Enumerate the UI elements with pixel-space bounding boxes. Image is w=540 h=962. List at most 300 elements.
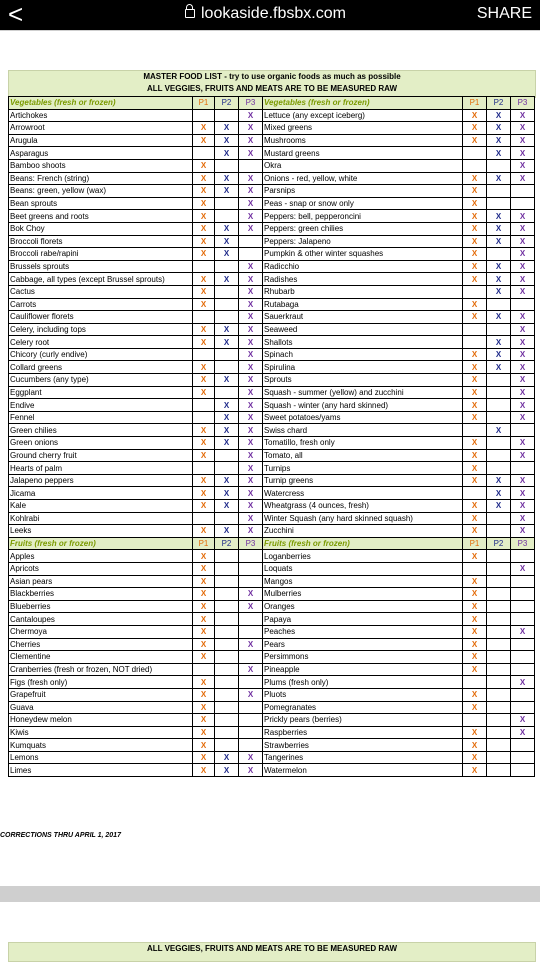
phase-2-mark: X bbox=[487, 500, 511, 513]
phase-3-mark bbox=[511, 651, 535, 664]
phase-1-mark: X bbox=[193, 525, 215, 538]
phase-1-mark: X bbox=[193, 197, 215, 210]
phase-3-mark: X bbox=[511, 726, 535, 739]
phase-3-mark: X bbox=[511, 361, 535, 374]
phase-3-mark: X bbox=[239, 764, 263, 777]
food-name-cell: Onions - red, yellow, white bbox=[263, 172, 463, 185]
phase-1-mark: X bbox=[463, 172, 487, 185]
phase-3-mark: X bbox=[511, 487, 535, 500]
phase-1-mark: X bbox=[193, 474, 215, 487]
phase-2-mark bbox=[487, 726, 511, 739]
phase-1-mark: X bbox=[193, 575, 215, 588]
phase-3-mark: X bbox=[511, 273, 535, 286]
phase-3-mark: X bbox=[239, 134, 263, 147]
phase-3-mark: X bbox=[239, 210, 263, 223]
food-name-cell: Pomegranates bbox=[263, 701, 463, 714]
phase-3-mark: X bbox=[511, 235, 535, 248]
lock-icon bbox=[185, 9, 195, 18]
phase-1-mark: X bbox=[463, 739, 487, 752]
phase-2-mark bbox=[215, 613, 239, 626]
phase-3-mark bbox=[511, 739, 535, 752]
phase-2-mark: X bbox=[487, 474, 511, 487]
phase-2-mark bbox=[487, 638, 511, 651]
phase-2-mark bbox=[487, 449, 511, 462]
phase-3-mark: X bbox=[511, 260, 535, 273]
phase-1-mark: X bbox=[193, 172, 215, 185]
phase-3-mark: X bbox=[511, 625, 535, 638]
phase-1-mark: X bbox=[463, 386, 487, 399]
phase-3-mark: X bbox=[511, 500, 535, 513]
phase-3-mark: X bbox=[511, 386, 535, 399]
phase-1-mark bbox=[463, 336, 487, 349]
food-name-cell: Ground cherry fruit bbox=[9, 449, 193, 462]
table-row bbox=[9, 159, 535, 172]
food-name-cell: Chermoya bbox=[9, 625, 193, 638]
food-name-cell: Bean sprouts bbox=[9, 197, 193, 210]
phase-1-mark: X bbox=[463, 260, 487, 273]
phase-1-mark bbox=[463, 285, 487, 298]
phase-2-mark: X bbox=[215, 474, 239, 487]
phase-3-mark bbox=[239, 625, 263, 638]
phase-1-mark: X bbox=[193, 638, 215, 651]
column-p1-header: P1 bbox=[463, 537, 487, 550]
phase-1-mark: X bbox=[193, 210, 215, 223]
phase-1-mark: X bbox=[193, 248, 215, 261]
phase-3-mark: X bbox=[239, 109, 263, 122]
phase-3-mark: X bbox=[239, 751, 263, 764]
phase-3-mark: X bbox=[239, 525, 263, 538]
food-name-cell: Loquats bbox=[263, 562, 463, 575]
phase-1-mark bbox=[463, 424, 487, 437]
phase-1-mark: X bbox=[463, 361, 487, 374]
phase-1-mark bbox=[193, 348, 215, 361]
phase-3-mark: X bbox=[511, 248, 535, 261]
table-row bbox=[9, 751, 535, 764]
phase-2-mark: X bbox=[487, 172, 511, 185]
phase-3-mark: X bbox=[239, 273, 263, 286]
phase-3-mark bbox=[511, 701, 535, 714]
phase-2-mark bbox=[215, 512, 239, 525]
food-name-cell: Beans: green, yellow (wax) bbox=[9, 185, 193, 198]
food-name-cell: Seaweed bbox=[263, 323, 463, 336]
phase-2-mark bbox=[487, 625, 511, 638]
table-row bbox=[9, 575, 535, 588]
phase-1-mark: X bbox=[463, 273, 487, 286]
food-name-cell: Blackberries bbox=[9, 588, 193, 601]
phase-1-mark bbox=[463, 562, 487, 575]
phase-1-mark: X bbox=[193, 751, 215, 764]
phase-1-mark: X bbox=[193, 285, 215, 298]
phase-1-mark: X bbox=[463, 764, 487, 777]
phase-1-mark bbox=[193, 399, 215, 412]
phase-3-mark bbox=[511, 185, 535, 198]
table-row bbox=[9, 399, 535, 412]
food-name-cell: Green onions bbox=[9, 437, 193, 450]
phase-2-mark bbox=[215, 462, 239, 475]
phase-1-mark: X bbox=[193, 651, 215, 664]
phase-2-mark bbox=[215, 726, 239, 739]
phase-2-mark bbox=[215, 285, 239, 298]
phase-2-mark: X bbox=[487, 210, 511, 223]
phase-3-mark: X bbox=[239, 374, 263, 387]
food-name-cell: Pears bbox=[263, 638, 463, 651]
phase-3-mark: X bbox=[239, 172, 263, 185]
phase-1-mark: X bbox=[193, 386, 215, 399]
food-name-cell: Swiss chard bbox=[263, 424, 463, 437]
column-p1-header: P1 bbox=[193, 537, 215, 550]
phase-1-mark: X bbox=[193, 688, 215, 701]
phase-1-mark: X bbox=[193, 159, 215, 172]
phase-2-mark: X bbox=[487, 285, 511, 298]
food-name-cell: Papaya bbox=[263, 613, 463, 626]
food-name-cell: Arugula bbox=[9, 134, 193, 147]
phase-1-mark: X bbox=[193, 222, 215, 235]
food-name-cell: Oranges bbox=[263, 600, 463, 613]
phase-1-mark: X bbox=[463, 298, 487, 311]
phase-2-mark: X bbox=[487, 273, 511, 286]
address-bar[interactable] bbox=[185, 5, 346, 23]
food-name-cell: Broccoli florets bbox=[9, 235, 193, 248]
food-name-cell: Turnips bbox=[263, 462, 463, 475]
phase-3-mark: X bbox=[239, 449, 263, 462]
phase-2-mark bbox=[215, 600, 239, 613]
phase-3-mark: X bbox=[511, 437, 535, 450]
phase-3-mark: X bbox=[239, 185, 263, 198]
food-name-cell: Honeydew melon bbox=[9, 714, 193, 727]
table-row bbox=[9, 600, 535, 613]
phase-2-mark: X bbox=[215, 248, 239, 261]
phase-1-mark bbox=[463, 323, 487, 336]
phase-2-mark: X bbox=[215, 222, 239, 235]
phase-2-mark: X bbox=[215, 185, 239, 198]
phase-2-mark: X bbox=[215, 147, 239, 160]
share-button[interactable]: SHARE bbox=[476, 5, 532, 22]
table-row bbox=[9, 676, 535, 689]
food-name-cell: Lemons bbox=[9, 751, 193, 764]
phase-2-mark bbox=[487, 688, 511, 701]
phase-3-mark bbox=[239, 701, 263, 714]
table-row bbox=[9, 122, 535, 135]
phase-2-mark: X bbox=[487, 424, 511, 437]
table-row bbox=[9, 147, 535, 160]
food-name-cell: Apples bbox=[9, 550, 193, 563]
phase-2-mark bbox=[487, 588, 511, 601]
phase-3-mark bbox=[511, 550, 535, 563]
phase-2-mark bbox=[487, 386, 511, 399]
phase-2-mark bbox=[487, 714, 511, 727]
food-name-cell: Artichokes bbox=[9, 109, 193, 122]
phase-2-mark bbox=[487, 575, 511, 588]
table-row bbox=[9, 235, 535, 248]
phase-1-mark: X bbox=[463, 525, 487, 538]
food-name-cell: Jicama bbox=[9, 487, 193, 500]
phase-1-mark: X bbox=[193, 323, 215, 336]
phase-2-mark bbox=[215, 651, 239, 664]
phase-2-mark: X bbox=[487, 311, 511, 324]
food-name-cell: Bamboo shoots bbox=[9, 159, 193, 172]
phase-1-mark: X bbox=[463, 348, 487, 361]
phase-1-mark: X bbox=[193, 600, 215, 613]
phase-2-mark bbox=[487, 550, 511, 563]
phase-3-mark bbox=[239, 562, 263, 575]
phase-3-mark bbox=[239, 575, 263, 588]
phase-3-mark bbox=[511, 751, 535, 764]
table-row bbox=[9, 651, 535, 664]
table-row bbox=[9, 336, 535, 349]
food-name-cell: Squash - winter (any hard skinned) bbox=[263, 399, 463, 412]
phase-3-mark: X bbox=[511, 449, 535, 462]
phase-3-mark bbox=[511, 462, 535, 475]
phase-2-mark: X bbox=[487, 122, 511, 135]
phase-1-mark bbox=[193, 260, 215, 273]
phase-2-mark bbox=[487, 562, 511, 575]
phase-2-mark: X bbox=[487, 235, 511, 248]
phase-1-mark: X bbox=[193, 764, 215, 777]
table-row bbox=[9, 525, 535, 538]
phase-2-mark bbox=[487, 676, 511, 689]
table-row bbox=[9, 185, 535, 198]
phase-2-mark bbox=[487, 197, 511, 210]
phase-1-mark: X bbox=[463, 134, 487, 147]
phase-1-mark bbox=[193, 512, 215, 525]
phase-2-mark bbox=[215, 348, 239, 361]
phase-3-mark: X bbox=[511, 210, 535, 223]
phase-1-mark: X bbox=[193, 424, 215, 437]
divider bbox=[0, 30, 540, 31]
food-name-cell: Pumpkin & other winter squashes bbox=[263, 248, 463, 261]
phase-2-mark bbox=[487, 185, 511, 198]
table-row bbox=[9, 512, 535, 525]
phase-1-mark: X bbox=[463, 701, 487, 714]
food-name-cell: Fennel bbox=[9, 411, 193, 424]
table-row bbox=[9, 386, 535, 399]
phase-3-mark: X bbox=[239, 386, 263, 399]
table-row bbox=[9, 663, 535, 676]
food-name-cell: Tangerines bbox=[263, 751, 463, 764]
phase-2-mark bbox=[487, 399, 511, 412]
phase-2-mark: X bbox=[215, 764, 239, 777]
phase-2-mark bbox=[215, 714, 239, 727]
phase-2-mark bbox=[215, 298, 239, 311]
table-row bbox=[9, 285, 535, 298]
phase-3-mark bbox=[239, 159, 263, 172]
phase-2-mark: X bbox=[215, 336, 239, 349]
phase-3-mark: X bbox=[239, 399, 263, 412]
phase-1-mark: X bbox=[463, 122, 487, 135]
food-name-cell: Pluots bbox=[263, 688, 463, 701]
phase-3-mark bbox=[511, 575, 535, 588]
phase-2-mark bbox=[487, 374, 511, 387]
food-name-cell: Mushrooms bbox=[263, 134, 463, 147]
phase-2-mark bbox=[487, 701, 511, 714]
food-name-cell: Prickly pears (berries) bbox=[263, 714, 463, 727]
phase-1-mark: X bbox=[463, 399, 487, 412]
phase-3-mark bbox=[511, 613, 535, 626]
table-row bbox=[9, 411, 535, 424]
table-row bbox=[9, 374, 535, 387]
phase-3-mark: X bbox=[511, 512, 535, 525]
food-name-cell: Figs (fresh only) bbox=[9, 676, 193, 689]
table-row bbox=[9, 701, 535, 714]
food-name-cell: Bok Choy bbox=[9, 222, 193, 235]
phase-3-mark bbox=[511, 663, 535, 676]
table-row bbox=[9, 714, 535, 727]
back-arrow-icon[interactable]: < bbox=[8, 0, 24, 29]
phase-3-mark: X bbox=[239, 424, 263, 437]
food-name-cell: Pineapple bbox=[263, 663, 463, 676]
table-row bbox=[9, 764, 535, 777]
food-name-cell: Grapefruit bbox=[9, 688, 193, 701]
phase-3-mark: X bbox=[239, 663, 263, 676]
column-p2-header: P2 bbox=[215, 97, 239, 110]
phase-2-mark bbox=[215, 562, 239, 575]
phase-1-mark bbox=[463, 676, 487, 689]
phase-3-mark bbox=[511, 688, 535, 701]
food-name-cell: Celery root bbox=[9, 336, 193, 349]
food-name-cell: Brussels sprouts bbox=[9, 260, 193, 273]
section-header-left: Fruits (fresh or frozen) bbox=[9, 537, 193, 550]
phase-3-mark: X bbox=[239, 600, 263, 613]
phase-2-mark: X bbox=[215, 500, 239, 513]
table-row bbox=[9, 172, 535, 185]
food-name-cell: Blueberries bbox=[9, 600, 193, 613]
phase-3-mark: X bbox=[511, 676, 535, 689]
table-row bbox=[9, 588, 535, 601]
phase-3-mark bbox=[511, 764, 535, 777]
phase-3-mark: X bbox=[239, 588, 263, 601]
phase-2-mark bbox=[215, 701, 239, 714]
food-name-cell: Mangos bbox=[263, 575, 463, 588]
food-name-cell: Cauliflower florets bbox=[9, 311, 193, 324]
column-p1-header: P1 bbox=[193, 97, 215, 110]
food-name-cell: Celery, including tops bbox=[9, 323, 193, 336]
food-name-cell: Tomato, all bbox=[263, 449, 463, 462]
phase-1-mark: X bbox=[193, 739, 215, 752]
food-name-cell: Radicchio bbox=[263, 260, 463, 273]
phase-3-mark: X bbox=[511, 122, 535, 135]
phase-2-mark bbox=[215, 550, 239, 563]
phase-2-mark: X bbox=[215, 411, 239, 424]
phase-2-mark bbox=[487, 600, 511, 613]
phase-2-mark: X bbox=[487, 222, 511, 235]
food-name-cell: Peas - snap or snow only bbox=[263, 197, 463, 210]
phase-1-mark: X bbox=[463, 449, 487, 462]
phase-1-mark: X bbox=[463, 751, 487, 764]
table-row bbox=[9, 613, 535, 626]
phase-1-mark: X bbox=[193, 714, 215, 727]
phase-3-mark: X bbox=[511, 348, 535, 361]
food-name-cell: Plums (fresh only) bbox=[263, 676, 463, 689]
phase-2-mark bbox=[215, 676, 239, 689]
food-name-cell: Beet greens and roots bbox=[9, 210, 193, 223]
phase-3-mark bbox=[239, 676, 263, 689]
phase-1-mark: X bbox=[193, 185, 215, 198]
phase-1-mark: X bbox=[193, 449, 215, 462]
food-list-table bbox=[8, 96, 535, 777]
phase-1-mark: X bbox=[463, 726, 487, 739]
phase-2-mark: X bbox=[215, 172, 239, 185]
phase-2-mark: X bbox=[215, 134, 239, 147]
phase-1-mark: X bbox=[193, 562, 215, 575]
phase-1-mark: X bbox=[463, 688, 487, 701]
section-header-left: Vegetables (fresh or frozen) bbox=[9, 97, 193, 110]
food-name-cell: Carrots bbox=[9, 298, 193, 311]
food-name-cell: Endive bbox=[9, 399, 193, 412]
phase-3-mark: X bbox=[511, 474, 535, 487]
column-p3-header: P3 bbox=[239, 97, 263, 110]
document-subtitle: ALL VEGGIES, FRUITS AND MEATS ARE TO BE MEASURED RAW bbox=[146, 84, 398, 93]
food-name-cell: Kale bbox=[9, 500, 193, 513]
food-name-cell: Winter Squash (any hard skinned squash) bbox=[263, 512, 463, 525]
phase-1-mark: X bbox=[463, 613, 487, 626]
phase-1-mark: X bbox=[193, 122, 215, 135]
food-name-cell: Cucumbers (any type) bbox=[9, 374, 193, 387]
food-name-cell: Strawberries bbox=[263, 739, 463, 752]
phase-2-mark: X bbox=[487, 348, 511, 361]
phase-1-mark: X bbox=[463, 512, 487, 525]
corrections-note: CORRECTIONS THRU APRIL 1, 2017 bbox=[0, 832, 121, 839]
phase-3-mark bbox=[239, 651, 263, 664]
column-p2-header: P2 bbox=[487, 537, 511, 550]
phase-3-mark: X bbox=[511, 323, 535, 336]
phase-3-mark: X bbox=[511, 311, 535, 324]
column-p3-header: P3 bbox=[239, 537, 263, 550]
phase-2-mark: X bbox=[215, 122, 239, 135]
phase-2-mark: X bbox=[215, 487, 239, 500]
phase-2-mark bbox=[215, 638, 239, 651]
food-name-cell: Sweet potatoes/yams bbox=[263, 411, 463, 424]
phase-2-mark: X bbox=[215, 374, 239, 387]
phase-2-mark bbox=[487, 298, 511, 311]
url-text: lookaside.fbsbx.com bbox=[201, 5, 346, 22]
phase-1-mark: X bbox=[463, 625, 487, 638]
food-name-cell: Jalapeno peppers bbox=[9, 474, 193, 487]
phase-1-mark bbox=[463, 159, 487, 172]
phase-1-mark: X bbox=[193, 625, 215, 638]
phase-1-mark: X bbox=[193, 336, 215, 349]
column-p2-header: P2 bbox=[215, 537, 239, 550]
food-name-cell: Asparagus bbox=[9, 147, 193, 160]
phase-3-mark: X bbox=[511, 147, 535, 160]
food-name-cell: Radishes bbox=[263, 273, 463, 286]
phase-2-mark bbox=[487, 462, 511, 475]
phase-1-mark: X bbox=[463, 248, 487, 261]
section-header-right: Vegetables (fresh or frozen) bbox=[263, 97, 463, 110]
phase-2-mark bbox=[215, 663, 239, 676]
phase-2-mark bbox=[215, 311, 239, 324]
phase-3-mark bbox=[239, 739, 263, 752]
section-header-row bbox=[9, 537, 535, 550]
phase-3-mark: X bbox=[239, 361, 263, 374]
phase-2-mark: X bbox=[487, 361, 511, 374]
food-name-cell: Okra bbox=[263, 159, 463, 172]
phase-2-mark: X bbox=[487, 336, 511, 349]
food-name-cell: Cantaloupes bbox=[9, 613, 193, 626]
phase-2-mark: X bbox=[487, 147, 511, 160]
phase-3-mark bbox=[239, 235, 263, 248]
next-page-banner: ALL VEGGIES, FRUITS AND MEATS ARE TO BE MEASURED RAW bbox=[8, 942, 536, 962]
food-name-cell: Parsnips bbox=[263, 185, 463, 198]
phase-2-mark: X bbox=[487, 134, 511, 147]
phase-3-mark: X bbox=[239, 197, 263, 210]
phase-3-mark: X bbox=[239, 411, 263, 424]
phase-3-mark: X bbox=[511, 336, 535, 349]
phase-3-mark bbox=[239, 550, 263, 563]
phase-2-mark: X bbox=[487, 260, 511, 273]
phase-1-mark: X bbox=[463, 210, 487, 223]
phase-3-mark: X bbox=[239, 122, 263, 135]
phase-3-mark: X bbox=[511, 374, 535, 387]
